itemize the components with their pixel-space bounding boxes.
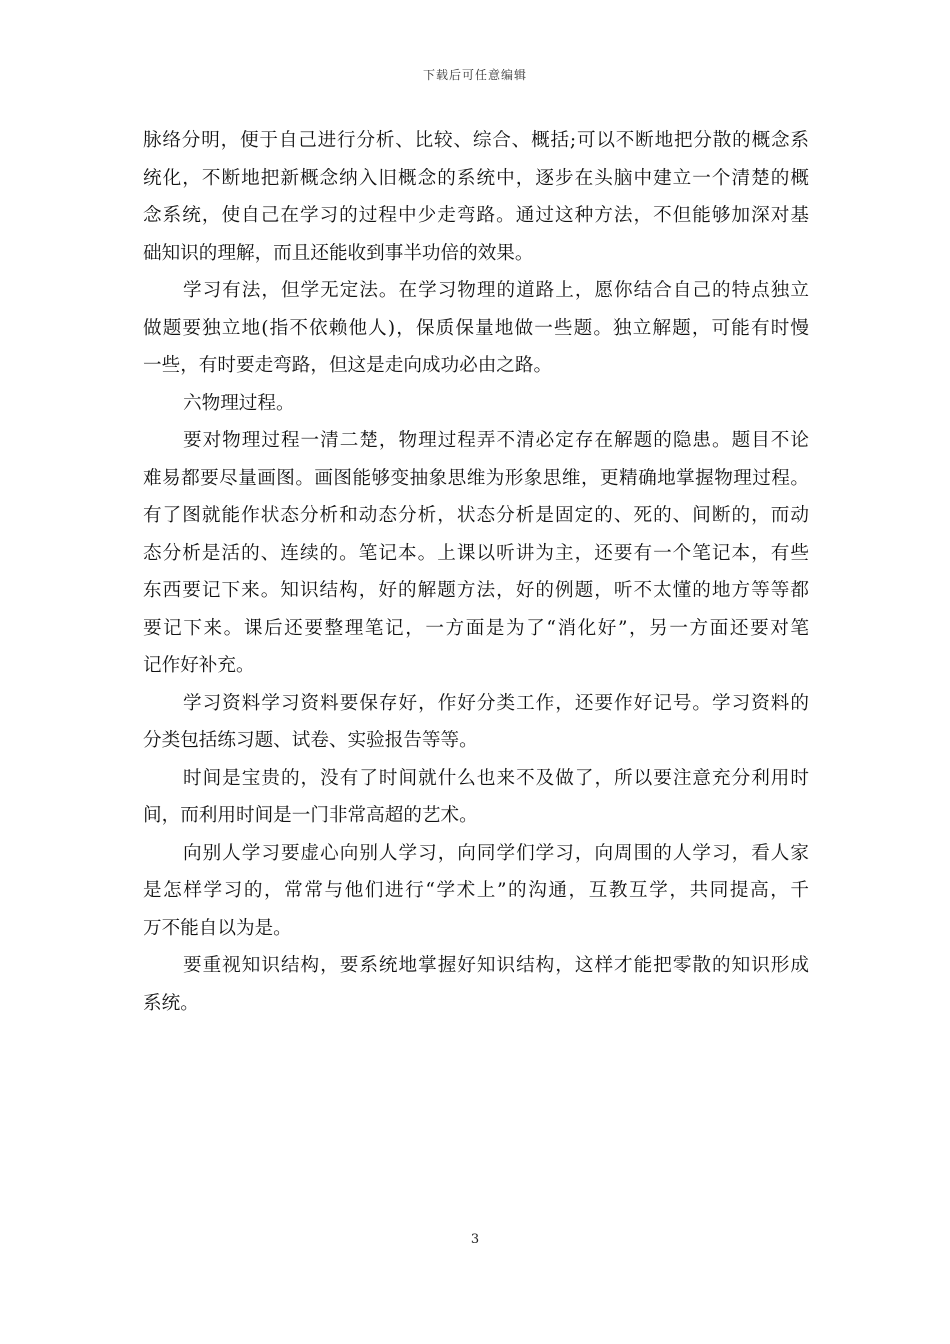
text-line: 态分析是活的、连续的。笔记本。上课以听讲为主，还要有一个笔记本，有些 xyxy=(143,542,809,564)
text-line: 时间是宝贵的，没有了时间就什么也来不及做了，所以要注意充分利用时 xyxy=(183,767,809,789)
text-line: 记作好补充。 xyxy=(143,655,255,676)
text-line: 念系统，使自己在学习的过程中少走弯路。通过这种方法，不但能够加深对基 xyxy=(143,205,809,226)
text-line: 向别人学习要虚心向别人学习，向同学们学习，向周围的人学习，看人家 xyxy=(183,842,809,864)
text-line: 有了图就能作状态分析和动态分析，状态分析是固定的、死的、间断的，而动 xyxy=(143,505,809,526)
text-line: 学习有法，但学无定法。在学习物理的道路上，愿你结合自己的特点独立 xyxy=(183,280,809,301)
text-line: 东西要记下来。知识结构，好的解题方法，好的例题，听不太懂的地方等等都 xyxy=(143,580,809,601)
text-line: 分类包括练习题、试卷、实验报告等等。 xyxy=(143,730,478,751)
text-line: 统化，不断地把新概念纳入旧概念的系统中，逐步在头脑中建立一个清楚的概 xyxy=(143,167,809,189)
text-line: 要对物理过程一清二楚，物理过程弄不清必定存在解题的隐患。题目不论 xyxy=(183,430,809,451)
page-header: 下载后可任意编辑 xyxy=(422,68,527,82)
text-line: 一些，有时要走弯路，但这是走向成功必由之路。 xyxy=(143,355,553,376)
text-line: 础知识的理解，而且还能收到事半功倍的效果。 xyxy=(143,242,534,264)
text-line: 间，而利用时间是一门非常高超的艺术。 xyxy=(143,805,478,826)
text-line: 万不能自以为是。 xyxy=(143,917,292,939)
text-line: 做题要独立地(指不依赖他人)，保质保量地做一些题。独立解题，可能有时慢 xyxy=(143,317,809,339)
page-number: 3 xyxy=(470,1232,480,1247)
text-line: 系统。 xyxy=(143,992,199,1014)
text-line: 是怎样学习的，常常与他们进行“学术上”的沟通，互教互学，共同提高，千 xyxy=(143,880,809,901)
document-body xyxy=(143,122,809,1022)
text-line: 脉络分明，便于自己进行分析、比较、综合、概括;可以不断地把分散的概念系 xyxy=(143,130,809,151)
text-line: 难易都要尽量画图。画图能够变抽象思维为形象思维，更精确地掌握物理过程。 xyxy=(143,467,809,489)
section-heading: 六物理过程。 xyxy=(183,392,295,414)
text-line: 要重视知识结构，要系统地掌握好知识结构，这样才能把零散的知识形成 xyxy=(183,955,809,976)
text-line: 学习资料学习资料要保存好，作好分类工作，还要作好记号。学习资料的 xyxy=(183,692,809,714)
text-line: 要记下来。课后还要整理笔记，一方面是为了“消化好”，另一方面还要对笔 xyxy=(143,617,809,639)
